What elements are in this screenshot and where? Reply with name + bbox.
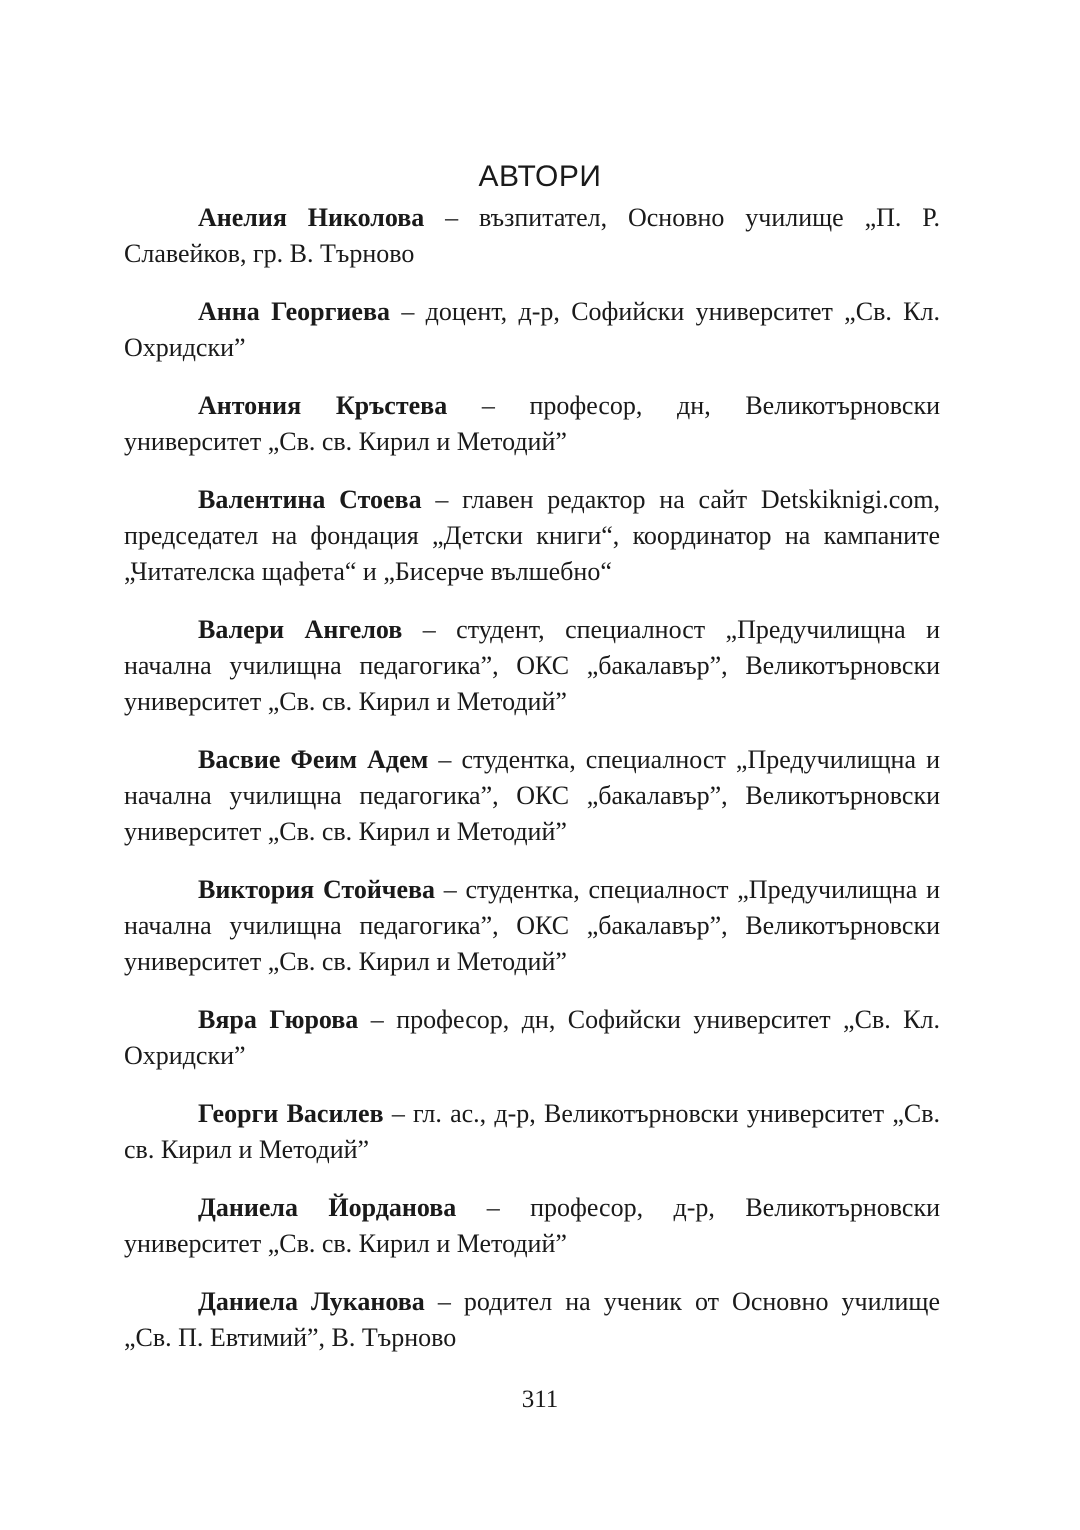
author-entry [124,482,940,590]
author-entry [124,1096,940,1168]
author-name: Даниела Йорданова [198,1193,457,1222]
author-description: – студентка, специалност „Предучилищна и начална училищна педагогика”, ОКС „бакалавър”, Великотърновски университет „Св. св. Кирил и Методий” [124,745,940,846]
author-entry [124,1190,940,1262]
author-entry [124,200,940,272]
author-name: Георги Василев [198,1099,384,1128]
author-description: – доцент, д-р, Софийски университет „Св. Кл. Охридски” [124,297,940,362]
author-entry [124,612,940,720]
author-name: Виктория Стойчева [198,875,436,904]
author-name: Вяра Гюрова [198,1005,359,1034]
page-number: 311 [521,1386,559,1413]
author-description: – студент, специалност „Предучилищна и начална училищна педагогика”, ОКС „бакалавър”, Великотърновски университет „Св. св. Кирил и Методий” [124,615,940,716]
author-description: – професор, дн, Великотърновски университет „Св. св. Кирил и Методий” [124,391,940,456]
author-name: Васвие Феим Адем [198,745,429,774]
author-name: Анна Георгиева [198,297,390,326]
author-description: – гл. ас., д-р, Великотърновски университет „Св. св. Кирил и Методий” [124,1099,940,1164]
author-description: – родител на ученик от Основно училище „Св. П. Евтимий”, В. Търново [124,1287,940,1352]
author-entry [124,872,940,980]
author-description: – професор, дн, Софийски университет „Св. Кл. Охридски” [124,1005,940,1070]
author-description: – главен редактор на сайт Detskiknigi.com, председател на фондация „Детски книги“, координатор на кампаните „Читателска щафета“ и „Бисерче вълшебно“ [124,485,941,586]
author-entry [124,1284,940,1356]
author-entry [124,742,940,850]
author-name: Анелия Николова [198,203,425,232]
author-name: Валентина Стоева [198,485,422,514]
author-name: Даниела Луканова [198,1287,425,1316]
author-name: Валери Ангелов [198,615,403,644]
author-entry [124,1002,940,1074]
author-name: Антония Кръстева [198,391,448,420]
authors-list [124,200,940,1378]
author-description: – възпитател, Основно училище „П. Р. Славейков, гр. В. Търново [124,203,940,268]
author-entry [124,388,940,460]
author-description: – професор, д-р, Великотърновски университет „Св. св. Кирил и Методий” [124,1193,940,1258]
page-title: АВТОРИ [478,160,602,194]
author-description: – студентка, специалност „Предучилищна и начална училищна педагогика”, ОКС „бакалавър”, Великотърновски университет „Св. св. Кирил и Методий” [124,875,940,976]
author-entry [124,294,940,366]
